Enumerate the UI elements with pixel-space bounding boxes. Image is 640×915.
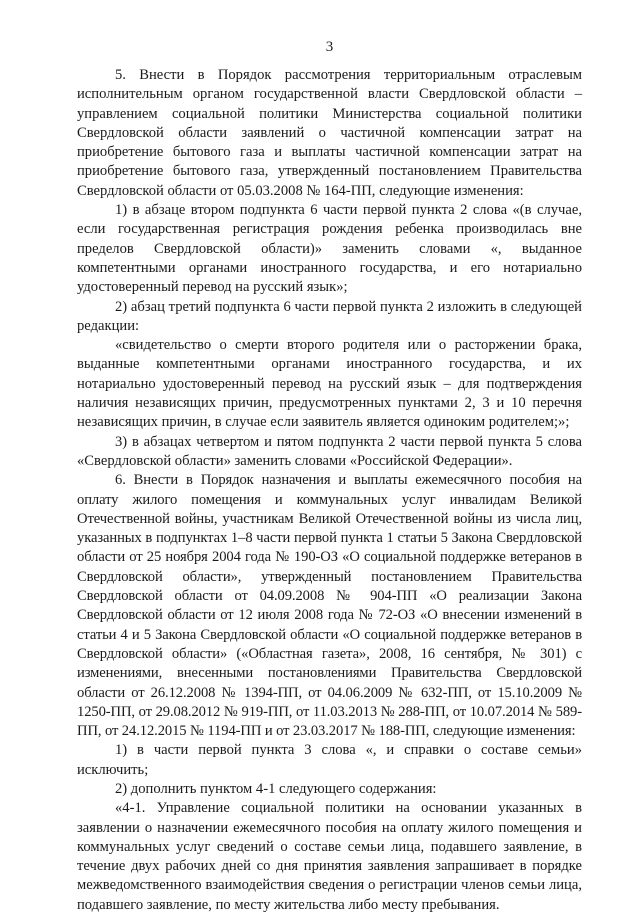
paragraph-item-5: 5. Внести в Порядок рассмотрения территориальным отраслевым исполнительным органом государственной власти Свердловской области – управлением социальной политики Министерства социальной политики Свердловской области заявлений о частичной компенсации затрат на приобретение бытового газа и выплаты частичной компенсации затрат на приобретение бытового газа, утвержденный постановлением Правительства Свердловской области от 05.03.2008 № 164-ПП, следующие изменения: — [77, 67, 582, 199]
paragraph-subitem-5-3: 3) в абзацах четвертом и пятом подпункта 2 части первой пункта 5 слова «Свердловской области» заменить словами «Российской Федерации». — [77, 433, 582, 469]
paragraph-subitem-5-2: 2) абзац третий подпункта 6 части первой пункта 2 изложить в следующей редакции: — [77, 298, 582, 334]
page-number: 3 — [325, 39, 334, 55]
paragraph-subitem-6-1: 1) в части первой пункта 3 слова «, и справки о составе семьи» исключить; — [77, 742, 582, 778]
paragraph-quoted-text: «свидетельство о смерти второго родителя или о расторжении брака, выданные компетентными органами иностранного государства, и их нотариально удостоверенный перевод на русский язык – для подтверждения наличия независящих причин, предусмотренных пунктами 2, 3 и 10 перечня независящих причин, в случае если заявитель является одиноким родителем;»; — [77, 337, 582, 431]
paragraph-point-4-1: «4-1. Управление социальной политики на основании указанных в заявлении о назначении ежемесячного пособия на оплату жилого помещения и коммунальных услуг сведений о составе семьи лица, подавшего заявление, в течение двух рабочих дней со дня принятия заявления запрашивает в порядке межведомственного взаимодействия сведения о регистрации членов семьи лица, подавшего заявление, по месту жительства либо месту пребывания. — [77, 800, 582, 913]
paragraph-subitem-5-1: 1) в абзаце втором подпункта 6 части первой пункта 2 слова «(в случае, если государственная регистрация рождения ребенка производилась вне пределов Свердловской области)» заменить словами «, выданное компетентными органами иностранного государства, и его нотариально удостоверенный перевод на русский язык»; — [77, 202, 582, 296]
document-page — [77, 38, 582, 915]
paragraph-item-6: 6. Внести в Порядок назначения и выплаты ежемесячного пособия на оплату жилого помещения и коммунальных услуг инвалидам Великой Отечественной войны, участникам Великой Отечественной войны из числа лиц, указанных в подпунктах 1–8 части первой пункта 1 статьи 5 Закона Свердловской области от 25 ноября 2004 года № 190-ОЗ «О социальной поддержке ветеранов в Свердловской области», утвержденный постановлением Правительства Свердловской области от 04.09.2008 № 904-ПП «О реализации Закона Свердловской области от 12 июля 2008 года № 72-ОЗ «О внесении изменений в статьи 4 и 5 Закона Свердловской области «О социальной поддержке ветеранов в Свердловской области» («Областная газета», 2008, 16 сентября, № 301) с изменениями, внесенными постановлениями Правительства Свердловской области от 26.12.2008 № 1394-ПП, от 04.06.2009 № 632-ПП, от 15.10.2009 № 1250-ПП, от 29.08.2012 № 919-ПП, от 11.03.2013 № 288-ПП, от 10.07.2014 № 589-ПП, от 24.12.2015 № 1194-ПП и от 23.03.2017 № 188-ПП, следующие изменения: — [77, 472, 582, 740]
paragraph-subitem-6-2: 2) дополнить пунктом 4-1 следующего содержания: — [115, 780, 437, 797]
